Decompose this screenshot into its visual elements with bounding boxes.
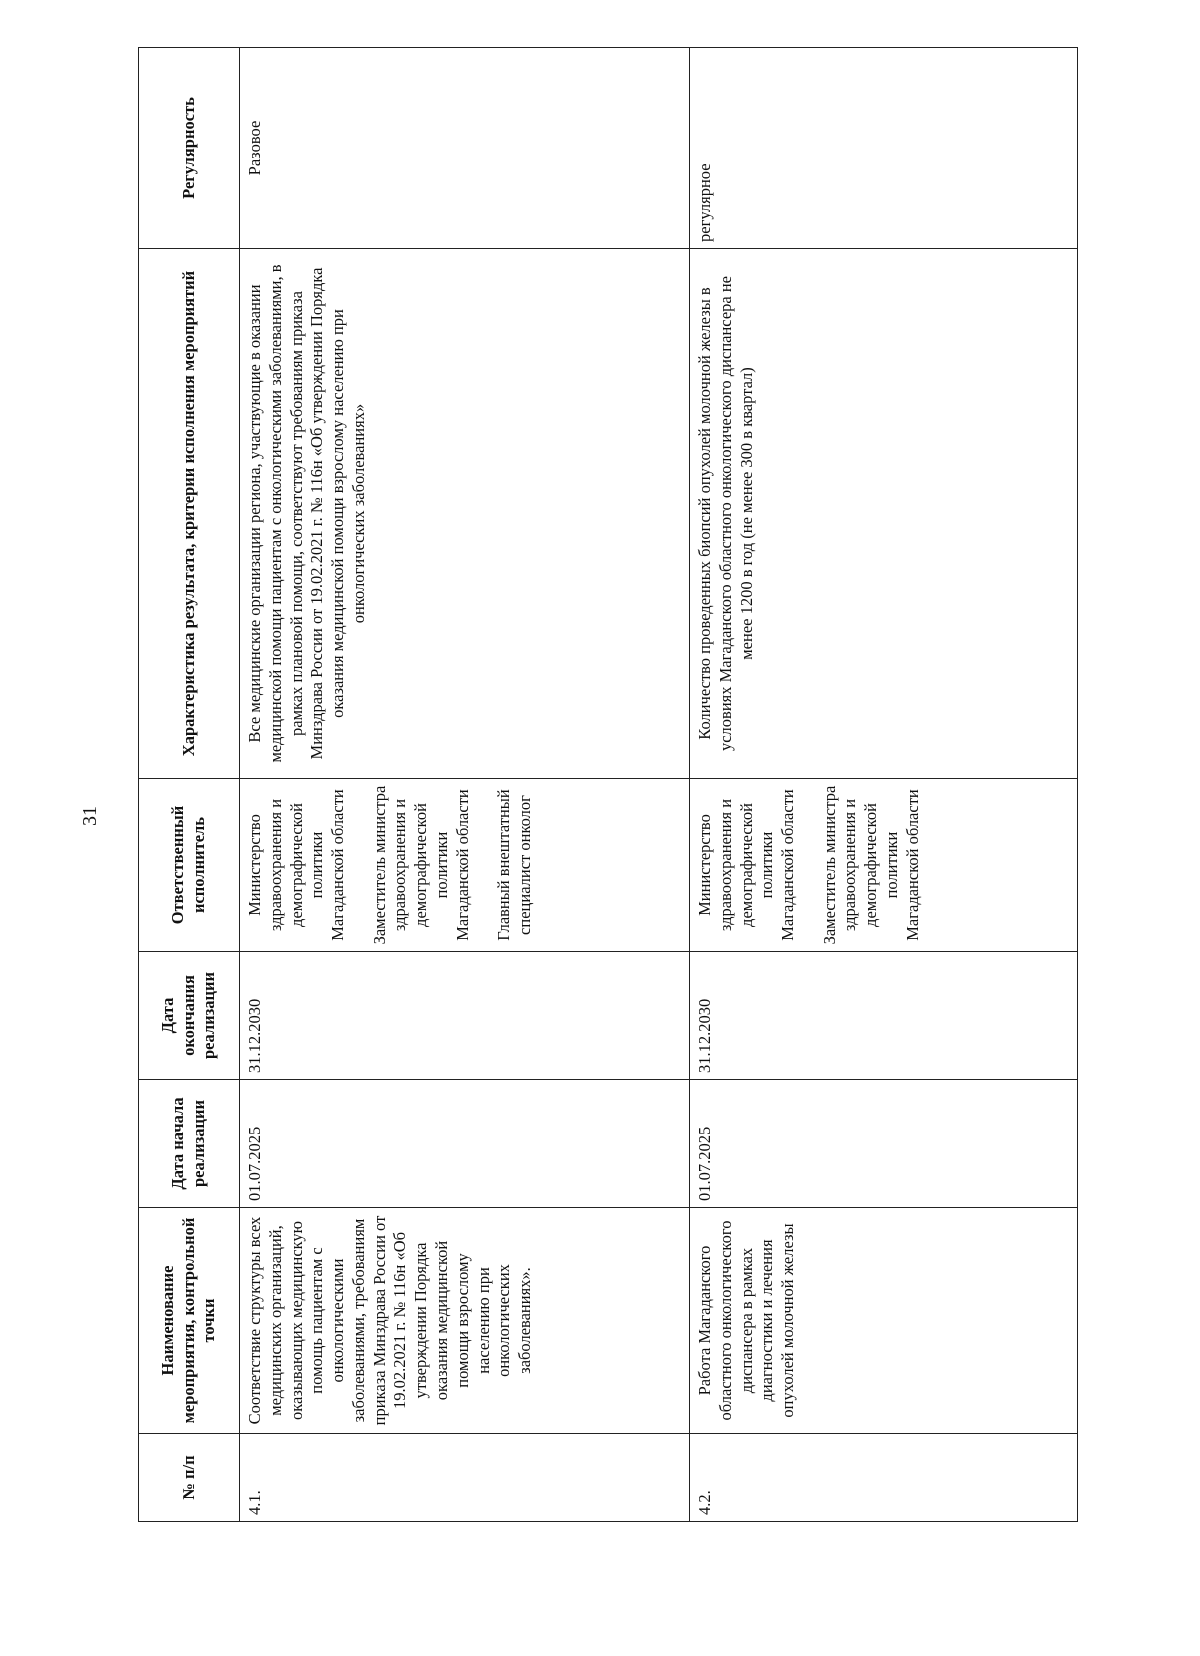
table-row [690,48,1078,1522]
table-row [240,48,690,1522]
header-regularity: Регулярность [139,48,240,249]
header-end-date: Дата окончания реализации [139,952,240,1080]
header-start-date: Дата начала реализации [139,1080,240,1208]
row-responsible: Министерство здравоохранения и демографической политики Магаданской области Заместитель министра здравоохранения и демографической политики Магаданской области [690,779,1078,952]
row-num: 4.2. [690,1434,1078,1522]
page-number: 31 [78,806,101,826]
header-result: Характеристика результата, критерии исполнения мероприятий [139,249,240,779]
row-result: Количество проведенных биопсий опухолей молочной железы в условиях Магаданского областного онкологического диспансера не менее 1200 в год (не менее 300 в квартал) [690,249,1078,779]
row-start-date: 01.07.2025 [240,1080,690,1208]
row-end-date: 31.12.2030 [240,952,690,1080]
row-result: Все медицинские организации региона, участвующие в оказании медицинской помощи пациентам с онкологическими заболеваниями, в рамках плановой помощи, соответствуют требованиям приказа Минздрава России от 19.02.2021 г. № 116н «Об утверждении Порядка оказания медицинской помощи взрослому населению при онкологических заболеваниях» [240,249,690,779]
row-regularity: Разовое [240,48,690,249]
row-start-date: 01.07.2025 [690,1080,1078,1208]
row-responsible: Министерство здравоохранения и демографической политики Магаданской области Заместитель министра здравоохранения и демографической политики Магаданской области Главный внештатный специалист онколог [240,779,690,952]
header-name: Наименование мероприятия, контрольной точки [139,1208,240,1434]
row-name: Соответствие структуры всех медицинских организаций, оказывающих медицинскую помощь пациентам с онкологическими заболеваниями, требованиям приказа Минздрава России от 19.02.2021 г. № 116н «Об утверждении Порядка оказания медицинской помощи взрослому населению при онкологических заболеваниях». [240,1208,690,1434]
header-responsible: Ответственный исполнитель [139,779,240,952]
row-regularity: регулярное [690,48,1078,249]
table-header-row [139,48,240,1522]
row-num: 4.1. [240,1434,690,1522]
row-end-date: 31.12.2030 [690,952,1078,1080]
header-num: № п/п [139,1434,240,1522]
rotated-table-sheet [138,48,1078,1522]
row-name: Работа Магаданского областного онкологического диспансера в рамках диагностики и лечения опухолей молочной железы [690,1208,1078,1434]
activities-table [138,47,1078,1522]
